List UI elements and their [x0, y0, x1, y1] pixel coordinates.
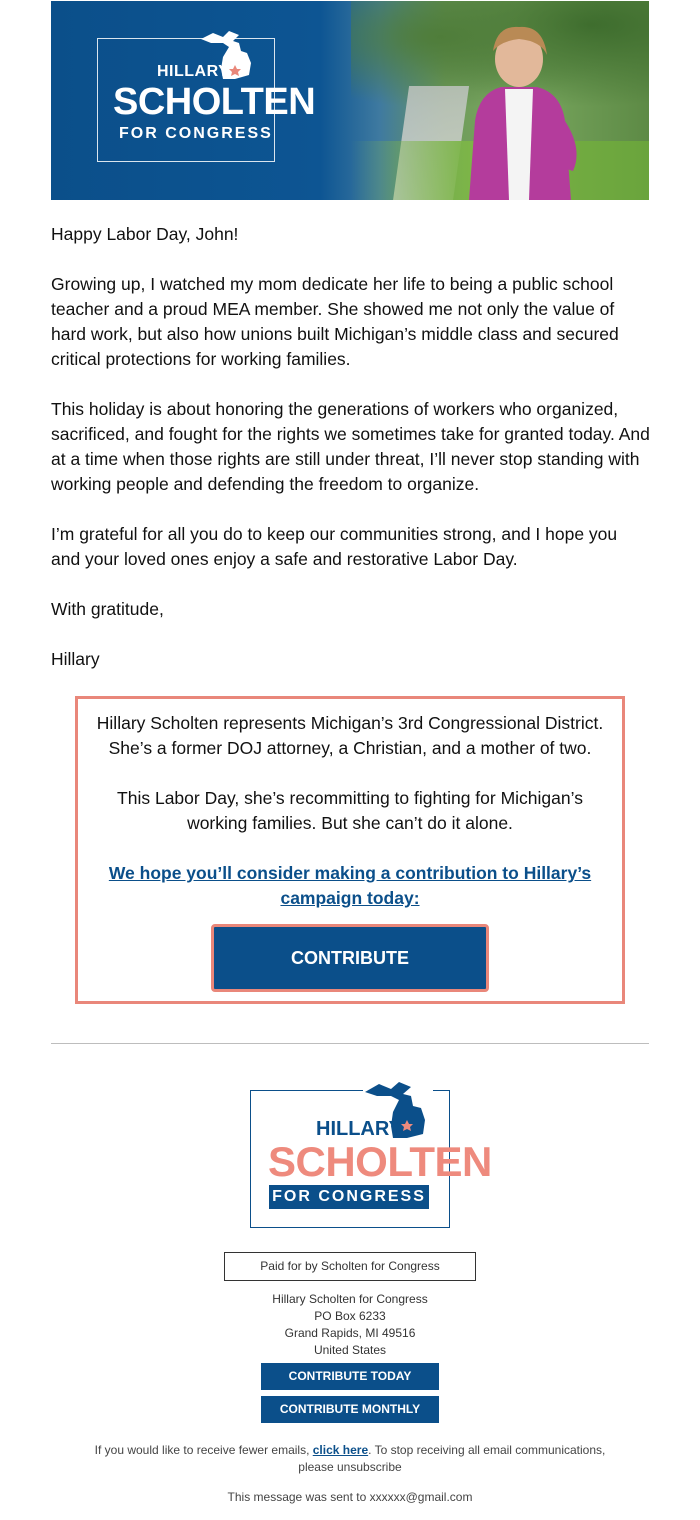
signature: Hillary — [51, 649, 100, 669]
greeting: Happy Labor Day, John! — [51, 224, 239, 244]
closing: With gratitude, — [51, 599, 164, 619]
header-logo-hillary: HILLARY — [157, 63, 230, 80]
callout-pitch: This Labor Day, she’s recommitting to fighting for Michigan’s working families. But she can’t do it alone. — [117, 788, 583, 833]
letter-paragraph: I’m grateful for all you do to keep our communities strong, and I hope you and your loved ones enjoy a safe and restorative Labor Day. — [51, 524, 618, 569]
footer-logo-hillary: HILLARY — [316, 1118, 402, 1140]
contribute-today-button[interactable]: CONTRIBUTE TODAY — [261, 1363, 439, 1390]
letter-paragraph: This holiday is about honoring the generations of workers who organized, sacrificed, and fought for the rights we sometimes take for granted today. And at a time when those rights are still under threat, I’ll never stop standing with working people and defending the freedom to organize. — [51, 399, 650, 494]
fewer-emails-text: If you would like to receive fewer emails, — [94, 1443, 313, 1457]
header-logo-scholten: SCHOLTEN — [113, 81, 316, 123]
paid-for-by-disclaimer: Paid for by Scholten for Congress — [224, 1252, 476, 1281]
header-banner — [51, 1, 649, 200]
address-line: Grand Rapids, MI 49516 — [284, 1326, 416, 1340]
candidate-photo — [449, 21, 589, 200]
letter-paragraph: Growing up, I watched my mom dedicate her life to being a public school teacher and a proud MEA member. She showed me not only the value of hard work, but also how unions built Michigan’s middle class and secured critical protections for working families. — [51, 274, 619, 369]
footer-logo-scholten: SCHOLTEN — [268, 1138, 492, 1185]
letter-body — [51, 222, 651, 697]
address-line: United States — [313, 1343, 387, 1357]
candidate-bio: Hillary Scholten represents Michigan’s 3rd Congressional District. She’s a former DOJ attorney, a Christian, and a mother of two. — [96, 713, 604, 758]
contribute-monthly-button[interactable]: CONTRIBUTE MONTHLY — [261, 1396, 439, 1423]
header-logo-for-congress: FOR CONGRESS — [119, 125, 273, 142]
email-preferences-notice — [80, 1442, 620, 1476]
contribute-button[interactable]: CONTRIBUTE — [211, 924, 489, 992]
sent-to-notice: This message was sent to xxxxxx@gmail.com — [227, 1490, 473, 1504]
address-line: Hillary Scholten for Congress — [272, 1292, 428, 1306]
footer-logo-for-congress: FOR CONGRESS — [269, 1185, 429, 1209]
contribution-callout — [75, 696, 625, 1004]
address-line: PO Box 6233 — [314, 1309, 386, 1323]
mailing-address — [200, 1291, 500, 1359]
click-here-link[interactable]: click here — [312, 1443, 369, 1457]
footer-divider — [51, 1043, 649, 1044]
footer-logo — [250, 1080, 492, 1230]
contribution-ask-link[interactable]: We hope you’ll consider making a contribution to Hillary’s campaign today: — [108, 863, 592, 908]
unsubscribe-text: . To stop receiving all email communications, please unsubscribe — [298, 1443, 606, 1474]
